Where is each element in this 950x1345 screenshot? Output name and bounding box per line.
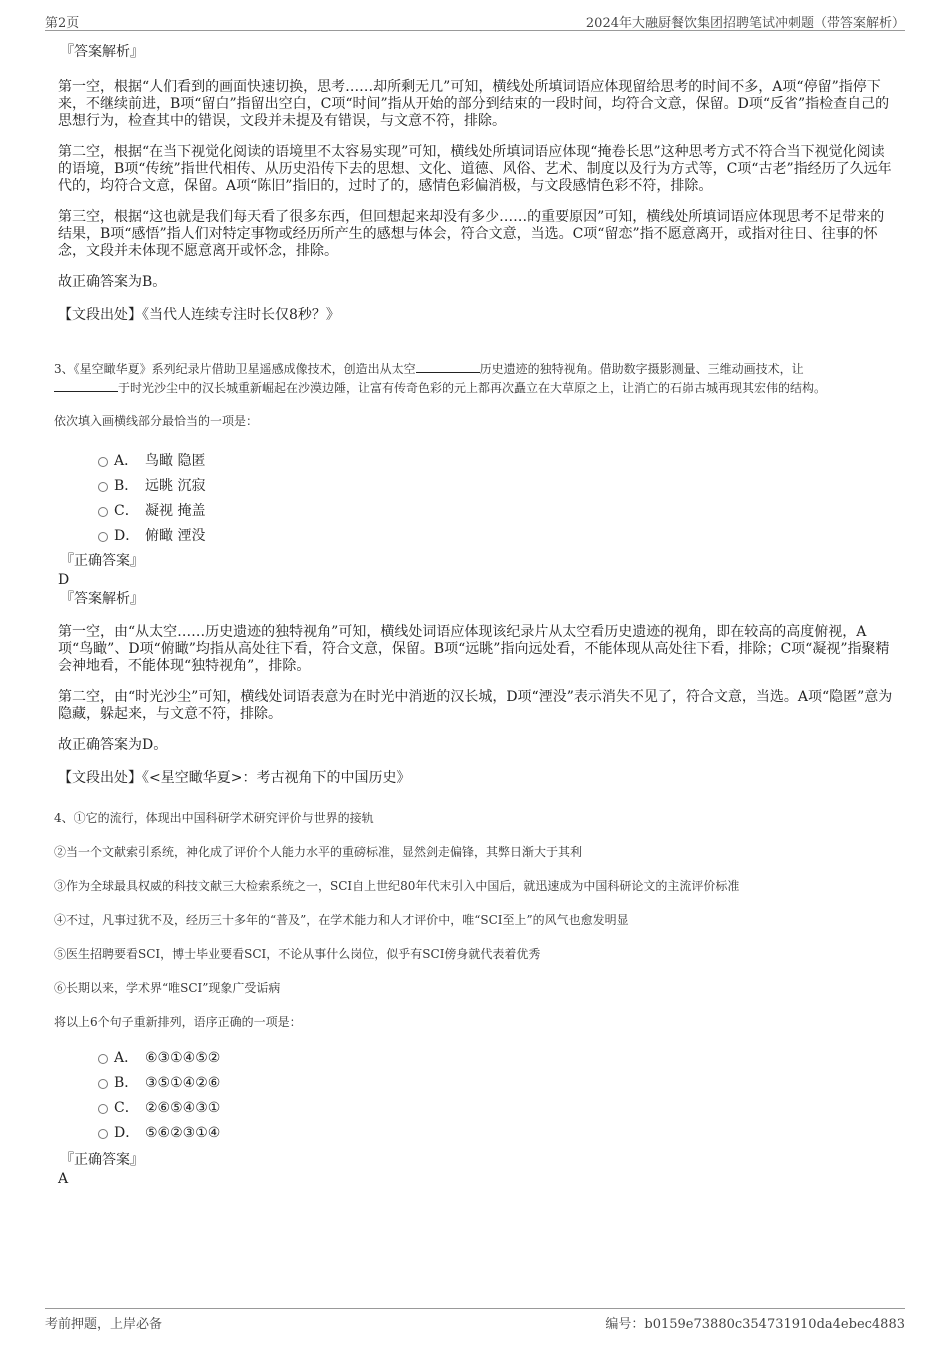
q4-sentence: ⑥长期以来，学术界“唯SCI”现象广受诟病 [54, 981, 281, 995]
q4-sentence: ⑤医生招聘要看SCI，博士毕业要看SCI，不论从事什么岗位，似乎有SCI傍身就代表着优秀 [54, 947, 541, 961]
q4-option-c[interactable]: C． ②⑥⑤④③① [58, 1096, 893, 1121]
q3-option-b[interactable]: B． 远眺 沉寂 [58, 474, 893, 499]
q4-sentence: ④不过，凡事过犹不及，经历三十多年的“普及”，在学术能力和人才评价中，唯“SCI至上”的风气也愈发明显 [54, 913, 629, 927]
q3-analysis-para: 第二空，由“时光沙尘”可知，横线处词语表意为在时光中消逝的汉长城，D项“湮没”表示消失不见了，符合文意，当选。A项“隐匿”意为隐藏，躲起来，与文意不符，排除。 [58, 689, 893, 722]
page-footer [45, 1308, 905, 1345]
q3-blank-2 [54, 381, 118, 392]
q4-option-d[interactable]: D． ⑤⑥②③①④ [58, 1121, 893, 1146]
q3-blank-1 [416, 362, 480, 373]
q4-option-a[interactable]: A． ⑥③①④⑤② [58, 1046, 893, 1071]
q3-stem: 3、《星空瞰华夏》系列纪录片借助卫星遥感成像技术，创造出从太空 历史遗迹的独特视角。借助数字摄影测量、三维动画技术，让 于时光沙尘中的汉长城重新崛起在沙漠边陲，让富有传奇色彩的元上都再次矗立在大草原之上，让消亡的石峁古城再现其宏伟的结构。 [54, 362, 827, 395]
q4-answer-label: 『正确答案』 [60, 1152, 144, 1168]
q3-answer: D [58, 572, 70, 588]
radio-icon[interactable] [98, 1104, 108, 1114]
q3-source: 【文段出处】《<星空瞰华夏>：考古视角下的中国历史》 [58, 770, 411, 786]
q3-option-c[interactable]: C． 凝视 掩盖 [58, 499, 893, 524]
q3-option-a[interactable]: A． 鸟瞰 隐匿 [58, 449, 893, 474]
page-number: 第2页 [45, 16, 80, 31]
page-content [54, 44, 893, 1188]
q3-analysis-label: 『答案解析』 [60, 591, 144, 607]
radio-icon[interactable] [98, 482, 108, 492]
q3-prompt: 依次填入画横线部分最恰当的一项是： [54, 414, 259, 428]
q2-conclusion: 故正确答案为B。 [58, 274, 167, 290]
q2-source: 【文段出处】《当代人连续专注时长仅8秒？》 [58, 307, 340, 323]
q3-option-d[interactable]: D． 俯瞰 湮没 [58, 524, 893, 549]
q2-analysis-para: 第三空，根据“这也就是我们每天看了很多东西，但回想起来却没有多少……的重要原因”可知，横线处所填词语应体现思考不足带来的结果，B项“感悟”指人们对特定事物或经历所产生的感想与体会，符合文意，当选。C项“留恋”指不愿意离开，或指对往日、往事的怀念，文段并未体现不愿意离开或怀念，排除。 [58, 209, 885, 259]
radio-icon[interactable] [98, 1129, 108, 1139]
q3-analysis-para: 第一空，由“从太空……历史遗迹的独特视角”可知，横线处词语应体现该纪录片从太空看历史遗迹的视角，即在较高的高度俯视，A项“鸟瞰”、D项“俯瞰”均指从高处往下看，符合文意，保留。B项“远眺”指向远处看，不能体现从高处往下看，排除；C项“凝视”指聚精会神地看，不能体现“独特视角”，排除。 [58, 624, 890, 674]
q4-sentence: ③作为全球最具权威的科技文献三大检索系统之一，SCI自上世纪80年代末引入中国后，就迅速成为中国科研论文的主流评价标准 [54, 879, 740, 893]
radio-icon[interactable] [98, 532, 108, 542]
footer-serial: 编号：b0159e73880c354731910da4ebec4883 [605, 1317, 905, 1332]
document-title: 2024年大融厨餐饮集团招聘笔试冲刺题（带答案解析） [585, 16, 905, 31]
q3-answer-label: 『正确答案』 [60, 553, 144, 569]
q2-analysis-para: 第一空，根据“人们看到的画面快速切换，思考……却所剩无几”可知，横线处所填词语应体现留给思考的时间不多，A项“停留”指停下来，不继续前进，B项“留白”指留出空白，C项“时间”指从开始的部分到结束的一段时间，均符合文意，保留。D项“反省”指检查自己的思想行为，检查其中的错误，文段并未提及有错误，与文意不符，排除。 [58, 79, 890, 129]
radio-icon[interactable] [98, 507, 108, 517]
q4-option-b[interactable]: B． ③⑤①④②⑥ [58, 1071, 893, 1096]
q4-sentence: 4、①它的流行，体现出中国科研学术研究评价与世界的接轨 [54, 811, 374, 825]
q3-conclusion: 故正确答案为D。 [58, 737, 168, 753]
q4-answer: A [58, 1171, 69, 1187]
page-header [45, 0, 905, 31]
radio-icon[interactable] [98, 457, 108, 467]
footer-slogan: 考前押题，上岸必备 [45, 1317, 163, 1332]
q2-analysis-para: 第二空，根据“在当下视觉化阅读的语境里不太容易实现”可知，横线处所填词语应体现“掩卷长思”这种思考方式不符合当下视觉化阅读的语境，B项“传统”指世代相传、从历史沿传下去的思想、文化、道德、风俗、艺术、制度以及行为方式等，C项“古老”指经历了久远年代的，均符合文意，保留。A项“陈旧”指旧的，过时了的，感情色彩偏消极，与文段感情色彩不符，排除。 [58, 144, 892, 194]
radio-icon[interactable] [98, 1054, 108, 1064]
q4-prompt: 将以上6个句子重新排列，语序正确的一项是： [54, 1015, 302, 1029]
radio-icon[interactable] [98, 1079, 108, 1089]
q2-analysis-label: 『答案解析』 [60, 44, 144, 60]
q4-sentence: ②当一个文献索引系统，神化成了评价个人能力水平的重磅标准，显然剑走偏锋，其弊日渐大于其利 [54, 845, 583, 859]
